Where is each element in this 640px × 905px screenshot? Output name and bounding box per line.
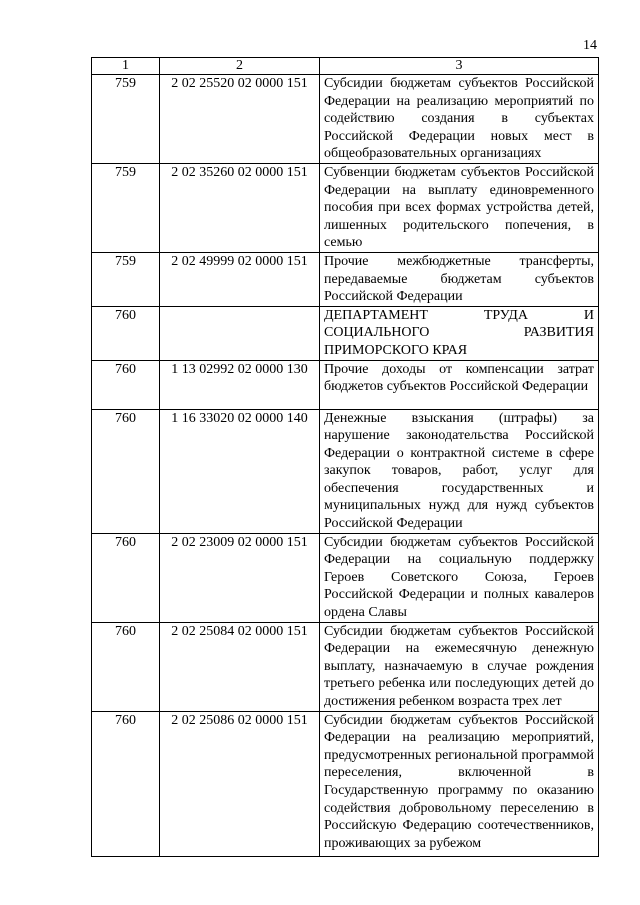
admin-code-cell: 760 — [92, 533, 160, 622]
table-row — [92, 622, 599, 711]
department-name-cell: ДЕПАРТАМЕНТ ТРУДА И СОЦИАЛЬНОГО РАЗВИТИЯ ПРИМОРСКОГО КРАЯ — [320, 306, 599, 360]
revenue-code-cell: 2 02 49999 02 0000 151 — [160, 252, 320, 306]
table-row — [92, 360, 599, 409]
page-number: 14 — [583, 38, 597, 53]
admin-code-cell: 760 — [92, 622, 160, 711]
revenue-name-cell: Субсидии бюджетам субъектов Российской Федерации на реализацию мероприятий по содействию создания в субъектах Российской Федерации новых мест в общеобразовательных организациях — [320, 75, 599, 164]
column-header-3: 3 — [320, 58, 599, 75]
column-header-1: 1 — [92, 58, 160, 75]
revenue-name-cell: Субсидии бюджетам субъектов Российской Федерации на реализацию мероприятий, предусмотренных региональной программой переселения, включенной в Государственную программу по оказанию содействия добровольному переселению в Российскую Федерацию соотечественников, проживающих за рубежом — [320, 711, 599, 856]
revenue-name-cell: Прочие доходы от компенсации затрат бюджетов субъектов Российской Федерации — [320, 360, 599, 409]
revenue-name-cell: Субсидии бюджетам субъектов Российской Федерации на социальную поддержку Героев Советского Союза, Героев Российской Федерации и полных кавалеров ордена Славы — [320, 533, 599, 622]
table-row — [92, 163, 599, 252]
column-header-2: 2 — [160, 58, 320, 75]
revenue-code-cell — [160, 306, 320, 360]
admin-code-cell: 760 — [92, 306, 160, 360]
revenue-code-cell: 2 02 25086 02 0000 151 — [160, 711, 320, 856]
admin-code-cell: 759 — [92, 75, 160, 164]
table-row — [92, 306, 599, 360]
table-row — [92, 409, 599, 533]
table-row — [92, 75, 599, 164]
revenue-name-cell: Субсидии бюджетам субъектов Российской Федерации на ежемесячную денежную выплату, назначаемую в случае рождения третьего ребенка или последующих детей до достижения ребенком возраста трех лет — [320, 622, 599, 711]
table-row — [92, 252, 599, 306]
table-row — [92, 711, 599, 856]
revenue-code-cell: 2 02 25520 02 0000 151 — [160, 75, 320, 164]
revenue-name-cell: Денежные взыскания (штрафы) за нарушение законодательства Российской Федерации о контрактной системе в сфере закупок товаров, работ, услуг для обеспечения государственных и муниципальных нужд для нужд субъектов Российской Федерации — [320, 409, 599, 533]
admin-code-cell: 759 — [92, 252, 160, 306]
admin-code-cell: 759 — [92, 163, 160, 252]
admin-code-cell: 760 — [92, 711, 160, 856]
admin-code-cell: 760 — [92, 360, 160, 409]
table-header-row — [92, 58, 599, 75]
revenue-name-cell: Прочие межбюджетные трансферты, передаваемые бюджетам субъектов Российской Федерации — [320, 252, 599, 306]
revenue-code-cell: 2 02 23009 02 0000 151 — [160, 533, 320, 622]
table-row — [92, 533, 599, 622]
revenue-code-cell: 1 13 02992 02 0000 130 — [160, 360, 320, 409]
revenue-codes-table — [91, 57, 599, 857]
revenue-name-cell: Субвенции бюджетам субъектов Российской Федерации на выплату единовременного пособия при всех формах устройства детей, лишенных родительского попечения, в семью — [320, 163, 599, 252]
revenue-code-cell: 2 02 35260 02 0000 151 — [160, 163, 320, 252]
admin-code-cell: 760 — [92, 409, 160, 533]
revenue-code-cell: 1 16 33020 02 0000 140 — [160, 409, 320, 533]
revenue-code-cell: 2 02 25084 02 0000 151 — [160, 622, 320, 711]
